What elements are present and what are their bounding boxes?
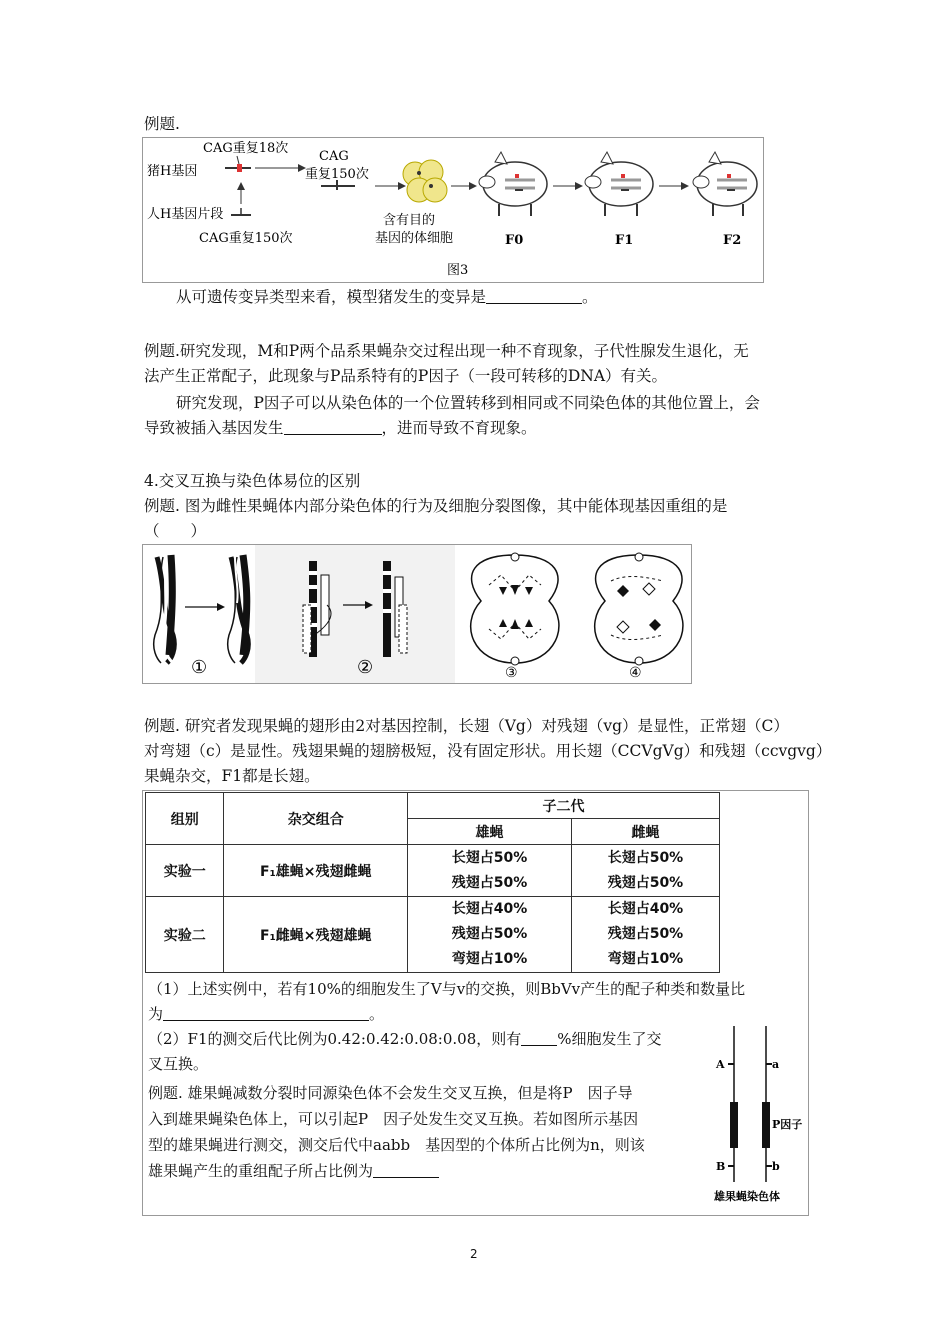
cell-label-line2: 基因的体细胞 <box>375 231 454 246</box>
ex2-answer-blank[interactable] <box>284 418 382 435</box>
row1-female-b: 残翅占50% <box>607 874 684 891</box>
pig-f0-icon <box>479 152 547 216</box>
ex2-line4 <box>144 417 537 439</box>
header-male: 雄蝇 <box>408 819 572 845</box>
cag150-bottom-label: CAG重复150次 <box>199 231 293 246</box>
ex3-q2-text: （2）F1的测交后代比例为0.42:0.42:0.08:0.08，则有 <box>148 1030 522 1048</box>
row1-cross: F₁雄蝇×残翅雌蝇 <box>224 845 408 897</box>
ex4-line4 <box>148 1160 439 1182</box>
row1-female <box>571 845 719 897</box>
row2-male-c: 弯翅占10% <box>451 951 528 967</box>
panel-3-cell-division <box>471 553 559 665</box>
ex3-q1-line2 <box>148 1003 384 1025</box>
f0-label: F0 <box>505 233 524 248</box>
somatic-cells-icon <box>403 160 447 202</box>
male-chromosome-figure <box>708 1020 808 1208</box>
ex2-line3: 研究发现，P因子可以从染色体的一个位置转移到相同或不同染色体的其他位置上，会 <box>176 394 760 412</box>
row2-female-c: 弯翅占10% <box>607 951 684 967</box>
pig-f2-icon <box>693 152 757 216</box>
ex2-line4-end: ，进而导致不育现象。 <box>381 419 537 437</box>
cag-mid-label: 重复150次 <box>305 167 369 182</box>
ex1-question-end: 。 <box>582 288 598 306</box>
pig-model-figure <box>143 138 763 282</box>
ex4-answer-blank[interactable] <box>373 1161 439 1178</box>
ex4-line4-text: 雄果蝇产生的重组配子所占比例为 <box>148 1162 374 1180</box>
header-group: 组别 <box>146 793 224 845</box>
header-female: 雌蝇 <box>571 819 719 845</box>
row1-male-b: 残翅占50% <box>451 874 528 891</box>
chromosome-figure <box>143 545 691 683</box>
ex3-q2-blank[interactable] <box>521 1029 557 1046</box>
f2-label: F2 <box>723 233 742 248</box>
row2-female <box>571 897 719 973</box>
ex3-q2-end: %细胞发生了交 <box>557 1030 662 1048</box>
row1-female-a: 长翅占50% <box>607 849 684 866</box>
f1-label: F1 <box>615 233 634 248</box>
ex2-line2: 法产生正常配子，此现象与P品系特有的P因子（一段可转移的DNA）有关。 <box>144 367 668 385</box>
ex3-q2-line1 <box>148 1028 662 1050</box>
pig-h-gene-label: 猪H基因 <box>147 164 198 179</box>
ex3-q1-line1: （1）上述实例中，若有10%的细胞发生了V与v的交换，则BbVv产生的配子种类和数量比 <box>148 980 746 998</box>
ex3-q2-line2: 叉互换。 <box>148 1055 209 1073</box>
header-f2: 子二代 <box>408 793 720 819</box>
ex1-question <box>176 286 598 308</box>
panel-1-label: ① <box>191 657 208 678</box>
ex1-answer-blank[interactable] <box>486 287 582 304</box>
row1-group: 实验一 <box>146 845 224 897</box>
chromosome-caption: 雄果蝇染色体 <box>714 1190 780 1203</box>
ex4-line1: 例题. 雄果蝇减数分裂时同源染色体不会发生交叉互换，但是将P 因子导 <box>148 1084 633 1102</box>
pig-f1-icon <box>585 152 653 216</box>
allele-B-label: B <box>716 1160 726 1173</box>
cell-label-line1: 含有目的 <box>383 213 436 228</box>
table-row <box>146 897 720 973</box>
panel-1-crossover <box>154 555 249 663</box>
row1-male-a: 长翅占50% <box>451 849 528 866</box>
panel-3-label: ③ <box>505 665 518 681</box>
row2-group: 实验二 <box>146 897 224 973</box>
p-factor-label: P因子 <box>772 1118 803 1131</box>
table-row <box>146 845 720 897</box>
ex3-line2: 对弯翅（c）是显性。残翅果蝇的翅膀极短，没有固定形状。用长翅（CCVgVg）和残翅（ccvgvg） <box>144 742 832 760</box>
panel-4-cell-division <box>595 553 683 665</box>
cag18-label: CAG重复18次 <box>203 141 289 156</box>
row2-male-a: 长翅占40% <box>451 901 528 917</box>
row2-cross: F₁雌蝇×残翅雄蝇 <box>224 897 408 973</box>
example-label: 例题. <box>144 115 180 133</box>
ex4-line2: 入到雄果蝇染色体上，可以引起P 因子处发生交叉互换。若如图所示基因 <box>148 1110 639 1128</box>
panel-2-label: ② <box>357 657 374 678</box>
row2-female-b: 残翅占50% <box>607 926 684 942</box>
row2-male-b: 残翅占50% <box>451 926 528 942</box>
row1-male <box>408 845 572 897</box>
cag-top-label: CAG <box>319 149 349 164</box>
section4-heading: 4.交叉互换与染色体易位的区别 <box>144 472 361 490</box>
ex3-q1-prefix: 为 <box>148 1005 164 1023</box>
allele-A-label: A <box>716 1058 725 1071</box>
ex3-q1-blank[interactable] <box>163 1004 369 1021</box>
row2-female-a: 长翅占40% <box>607 901 684 917</box>
allele-a-label: a <box>772 1058 780 1071</box>
panel-4-label: ④ <box>629 665 642 681</box>
ex3-line1: 例题. 研究者发现果蝇的翅形由2对基因控制，长翅（Vg）对残翅（vg）是显性，正常翅（C） <box>144 717 789 735</box>
row2-male <box>408 897 572 973</box>
ex4-line3: 型的雄果蝇进行测交，测交后代中aabb 基因型的个体所占比例为n，则该 <box>148 1136 645 1154</box>
figure-caption: 图3 <box>447 263 469 278</box>
header-cross: 杂交组合 <box>224 793 408 845</box>
genetics-table <box>145 792 720 973</box>
ex3-line3: 果蝇杂交，F1都是长翅。 <box>144 767 320 785</box>
chromosome-figure-frame <box>142 544 692 684</box>
human-h-label: 人H基因片段 <box>147 207 224 222</box>
section4-question-line1: 例题. 图为雌性果蝇体内部分染色体的行为及细胞分裂图像，其中能体现基因重组的是 <box>144 497 728 515</box>
allele-b-label: b <box>772 1160 780 1173</box>
page-number: 2 <box>470 1247 478 1261</box>
ex2-line4-text: 导致被插入基因发生 <box>144 419 284 437</box>
figure-3-frame <box>142 137 764 283</box>
ex2-line1: 例题.研究发现，M和P两个品系果蝇杂交过程出现一种不育现象，子代性腺发生退化，无 <box>144 342 749 360</box>
ex3-q1-end: 。 <box>369 1005 385 1023</box>
section4-question-line2: （ ） <box>144 522 207 540</box>
ex1-question-text: 从可遗传变异类型来看，模型猪发生的变异是 <box>176 288 487 306</box>
